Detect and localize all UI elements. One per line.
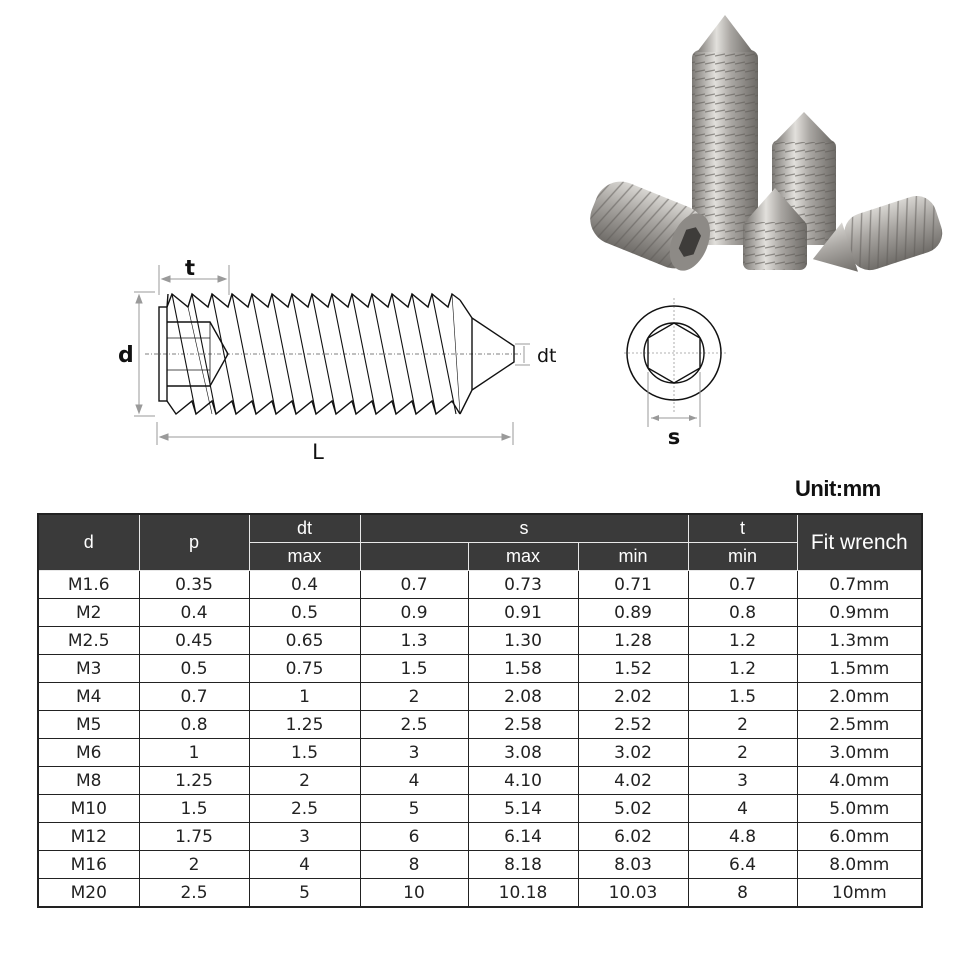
- cell-t-min: 3: [688, 767, 797, 795]
- cell-s-min: 0.71: [578, 571, 688, 599]
- header-t-min: min: [688, 543, 797, 571]
- cell-p: 2: [139, 851, 249, 879]
- cell-p: 1.75: [139, 823, 249, 851]
- spec-table: [37, 513, 923, 908]
- cell-s-min: 3.02: [578, 739, 688, 767]
- cell-fit-wrench: 1.5mm: [797, 655, 922, 683]
- cell-s: 10: [360, 879, 468, 908]
- cell-s-max: 3.08: [468, 739, 578, 767]
- table-row: [38, 795, 922, 823]
- table-row: [38, 655, 922, 683]
- cell-s-min: 5.02: [578, 795, 688, 823]
- screw-tall: [692, 15, 758, 245]
- cell-t-min: 1.2: [688, 655, 797, 683]
- cell-p: 0.4: [139, 599, 249, 627]
- cell-s-max: 1.58: [468, 655, 578, 683]
- cell-fit-wrench: 8.0mm: [797, 851, 922, 879]
- header-s: s: [360, 514, 688, 543]
- cell-s-min: 8.03: [578, 851, 688, 879]
- cell-p: 0.8: [139, 711, 249, 739]
- cell-dt-max: 5: [249, 879, 360, 908]
- cell-p: 1: [139, 739, 249, 767]
- cell-fit-wrench: 3.0mm: [797, 739, 922, 767]
- cell-s: 8: [360, 851, 468, 879]
- cell-s-max: 8.18: [468, 851, 578, 879]
- cell-s: 2.5: [360, 711, 468, 739]
- cell-t-min: 2: [688, 739, 797, 767]
- cell-dt-max: 1: [249, 683, 360, 711]
- header-s-max: max: [468, 543, 578, 571]
- cell-p: 0.35: [139, 571, 249, 599]
- table-row: [38, 571, 922, 599]
- cell-s-max: 10.18: [468, 879, 578, 908]
- cell-fit-wrench: 6.0mm: [797, 823, 922, 851]
- cell-dt-max: 4: [249, 851, 360, 879]
- table-row: [38, 879, 922, 908]
- cell-t-min: 1.2: [688, 627, 797, 655]
- cell-s-max: 0.73: [468, 571, 578, 599]
- table-row: [38, 739, 922, 767]
- cell-fit-wrench: 2.5mm: [797, 711, 922, 739]
- cell-p: 0.5: [139, 655, 249, 683]
- cell-dt-max: 0.75: [249, 655, 360, 683]
- cell-s-min: 2.02: [578, 683, 688, 711]
- cell-s-min: 10.03: [578, 879, 688, 908]
- cell-t-min: 2: [688, 711, 797, 739]
- cell-p: 1.25: [139, 767, 249, 795]
- cell-s-max: 2.58: [468, 711, 578, 739]
- cell-dt-max: 0.5: [249, 599, 360, 627]
- cell-s-min: 4.02: [578, 767, 688, 795]
- table-row: [38, 767, 922, 795]
- cell-s: 0.7: [360, 571, 468, 599]
- cell-t-min: 1.5: [688, 683, 797, 711]
- table-row: [38, 851, 922, 879]
- cell-t-min: 0.8: [688, 599, 797, 627]
- cell-s-max: 6.14: [468, 823, 578, 851]
- table-row: [38, 627, 922, 655]
- cell-d: M1.6: [38, 571, 139, 599]
- cell-t-min: 8: [688, 879, 797, 908]
- cell-p: 0.7: [139, 683, 249, 711]
- cell-d: M5: [38, 711, 139, 739]
- label-s: s: [667, 425, 681, 449]
- cell-d: M12: [38, 823, 139, 851]
- cell-t-min: 6.4: [688, 851, 797, 879]
- table-row: [38, 599, 922, 627]
- cell-t-min: 0.7: [688, 571, 797, 599]
- cell-s: 5: [360, 795, 468, 823]
- cell-fit-wrench: 0.9mm: [797, 599, 922, 627]
- table-row: [38, 823, 922, 851]
- cell-s: 2: [360, 683, 468, 711]
- cell-t-min: 4: [688, 795, 797, 823]
- header-dt: dt: [249, 514, 360, 543]
- cell-fit-wrench: 5.0mm: [797, 795, 922, 823]
- header-dt-max: max: [249, 543, 360, 571]
- table-row: [38, 711, 922, 739]
- set-screw-end-view: [610, 290, 740, 450]
- cell-d: M8: [38, 767, 139, 795]
- header-s-min: min: [578, 543, 688, 571]
- cell-s-min: 6.02: [578, 823, 688, 851]
- cell-s-max: 5.14: [468, 795, 578, 823]
- cell-s-min: 0.89: [578, 599, 688, 627]
- cell-d: M6: [38, 739, 139, 767]
- header-fit-wrench: Fit wrench: [797, 514, 922, 571]
- header-d: d: [38, 514, 139, 571]
- label-d: d: [118, 343, 134, 368]
- cell-fit-wrench: 10mm: [797, 879, 922, 908]
- set-screw-side-drawing: [110, 250, 570, 470]
- cell-s: 1.5: [360, 655, 468, 683]
- cell-p: 1.5: [139, 795, 249, 823]
- product-photo: [585, 10, 945, 285]
- label-dt: dt: [537, 345, 557, 367]
- cell-s: 4: [360, 767, 468, 795]
- header-s-nominal: [360, 543, 468, 571]
- header-t: t: [688, 514, 797, 543]
- cell-dt-max: 1.5: [249, 739, 360, 767]
- cell-s-max: 4.10: [468, 767, 578, 795]
- cell-p: 0.45: [139, 627, 249, 655]
- cell-s-min: 1.28: [578, 627, 688, 655]
- cell-d: M16: [38, 851, 139, 879]
- cell-s-max: 2.08: [468, 683, 578, 711]
- table-row: [38, 683, 922, 711]
- cell-s-max: 1.30: [468, 627, 578, 655]
- cell-dt-max: 1.25: [249, 711, 360, 739]
- cell-dt-max: 3: [249, 823, 360, 851]
- cell-p: 2.5: [139, 879, 249, 908]
- label-t: t: [184, 256, 196, 280]
- cell-d: M2.5: [38, 627, 139, 655]
- cell-dt-max: 2.5: [249, 795, 360, 823]
- spec-table-body: [38, 571, 922, 908]
- cell-d: M20: [38, 879, 139, 908]
- cell-s-max: 0.91: [468, 599, 578, 627]
- cell-s-min: 1.52: [578, 655, 688, 683]
- unit-label: Unit:mm: [795, 476, 881, 501]
- cell-s: 0.9: [360, 599, 468, 627]
- cell-fit-wrench: 0.7mm: [797, 571, 922, 599]
- cell-fit-wrench: 1.3mm: [797, 627, 922, 655]
- cell-dt-max: 2: [249, 767, 360, 795]
- cell-s-min: 2.52: [578, 711, 688, 739]
- cell-d: M10: [38, 795, 139, 823]
- cell-d: M4: [38, 683, 139, 711]
- cell-s: 6: [360, 823, 468, 851]
- cell-dt-max: 0.65: [249, 627, 360, 655]
- cell-t-min: 4.8: [688, 823, 797, 851]
- cell-d: M3: [38, 655, 139, 683]
- cell-dt-max: 0.4: [249, 571, 360, 599]
- header-p: p: [139, 514, 249, 571]
- label-L: L: [312, 440, 324, 464]
- cell-fit-wrench: 2.0mm: [797, 683, 922, 711]
- cell-fit-wrench: 4.0mm: [797, 767, 922, 795]
- cell-s: 1.3: [360, 627, 468, 655]
- cell-d: M2: [38, 599, 139, 627]
- cell-s: 3: [360, 739, 468, 767]
